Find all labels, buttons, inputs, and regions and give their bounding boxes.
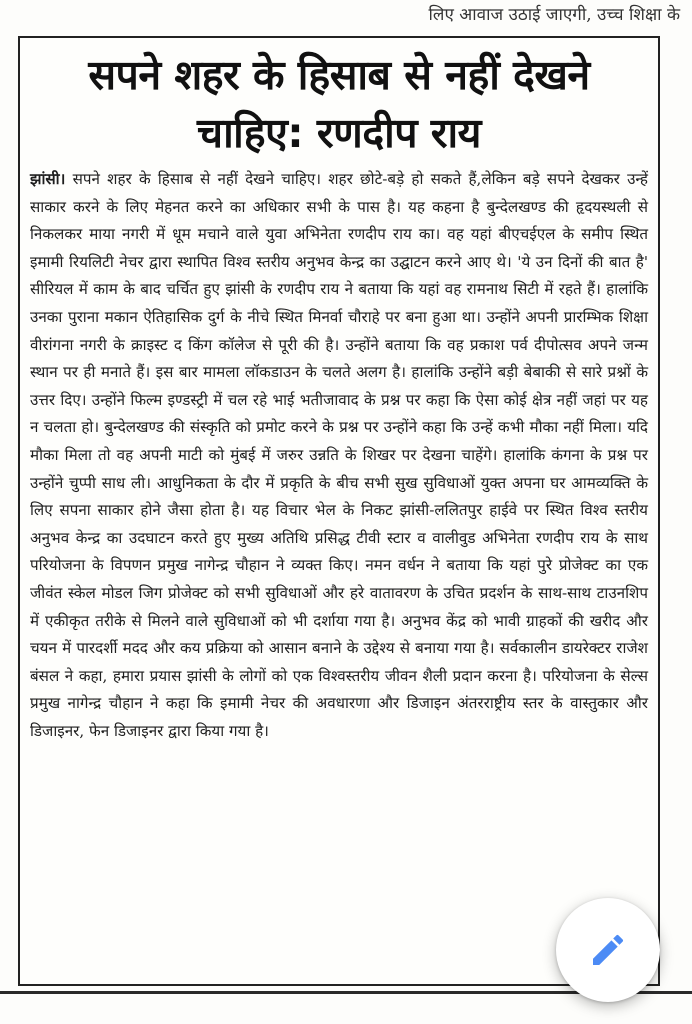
article-headline: सपने शहर के हिसाब से नहीं देखने चाहिए: रणदीप राय (88, 51, 590, 157)
pencil-icon (588, 930, 628, 970)
news-clipping (18, 36, 660, 986)
article-dateline: झांसी। (30, 170, 66, 188)
edit-button[interactable] (556, 898, 660, 1002)
article-text: सपने शहर के हिसाब से नहीं देखने चाहिए। शहर छोटे-बड़े हो सकते हैं,लेकिन बड़े सपने देखकर उन्हें साकार करने के लिए मेहनत करने का अधिकार सभी के पास है। यह कहना है बुन्देलखण्ड की हृदयस्थली से निकलकर माया नगरी में धूम मचाने वाले युवा अभिनेता रणदीप राय का। वह यहां बीएचईएल के समीप स्थित इमामी रियलिटी नेचर द्वारा स्थापित विश्व स्तरीय अनुभव केन्द्र का उद्घाटन करने आए थे। 'ये उन दिनों की बात है' सीरियल में काम के बाद चर्चित हुए झांसी के रणदीप राय ने बताया कि यहां वह रामनाथ सिटी में रहते हैं। हालांकि उनका पुराना मकान ऐतिहासिक दुर्ग के नीचे स्थित मिनर्वा चौराहे पर बना हुआ था। उन्होंने अपनी प्रारम्भिक शिक्षा वीरांगना नगरी के क्राइस्ट द किंग कॉलेज से पूरी की है। उन्होंने बताया कि वह प्रकाश पर्व दीपोत्सव अपने जन्म स्थान पर ही मनाते हैं। इस बार मामला लॉकडाउन के चलते अलग है। हालांकि उन्होंने बड़ी बेबाकी से सारे प्रश्नों के उत्तर दिए। उन्होंने फिल्म इण्डस्ट्री में चल रहे भाई भतीजावाद के प्रश्न पर कहा कि ऐसा कोई क्षेत्र नहीं जहां पर यह न चलता हो। बुन्देलखण्ड की संस्कृति को प्रमोट करने के प्रश्न पर उन्होंने कहा कि उन्हें कभी मौका नहीं मिला। यदि मौका मिला तो वह अपनी माटी को मुंबई में जरुर उन्नति के शिखर पर देखना चाहेंगे। हालांकि कंगना के प्रश्न पर उन्होंने चुप्पी साध ली। आधुनिकता के दौर में प्रकृति के बीच सभी सुख सुविधाओं युक्त अपना घर आमव्यक्ति के लिए सपना साकार होने जैसा होता है। यह विचार भेल के निकट झांसी-ललितपुर हाईवे पर स्थित विश्व स्तरीय अनुभव केन्द्र का उदघाटन करते हुए मुख्य अतिथि प्रसिद्ध टीवी स्टार व वालीवुड अभिनेता रणदीप राय के साथ परियोजना के विपणन प्रमुख नागेन्द्र चौहान ने व्यक्त किए। नमन वर्धन ने बताया कि यहां पुरे प्रोजेक्ट का एक जीवंत स्केल मोडल जिग प्रोजेक्ट को सभी सुविधाओं और हरे वातावरण के उचित प्रदर्शन के साथ-साथ टाउनशिप में एकीकृत तरीके से मिलने वाले सुविधाओं को भी दर्शाया गया है। अनुभव केंद्र को भावी ग्राहकों की खरीद और चयन में पारदर्शी मदद और कय प्रक्रिया को आसान बनाने के उद्देश्य से बनाया गया है। सर्वकालीन डायरेक्टर राजेश बंसल ने कहा, हमारा प्रयास झांसी के लोगों को एक विश्वस्तरीय जीवन शैली प्रदान करना है। परियोजना के सेल्स प्रमुख नागेन्द्र चौहान ने कहा कि इमामी नेचर की अवधारणा और डिजाइन अंतरराष्ट्रीय स्तर के वास्तुकार और डिजाइनर, फेन डिजाइनर द्वारा किया गया है। (30, 170, 648, 740)
previous-article-snippet: लिए आवाज उठाई जाएगी, उच्च शिक्षा के (428, 5, 680, 25)
article-body (30, 166, 648, 745)
